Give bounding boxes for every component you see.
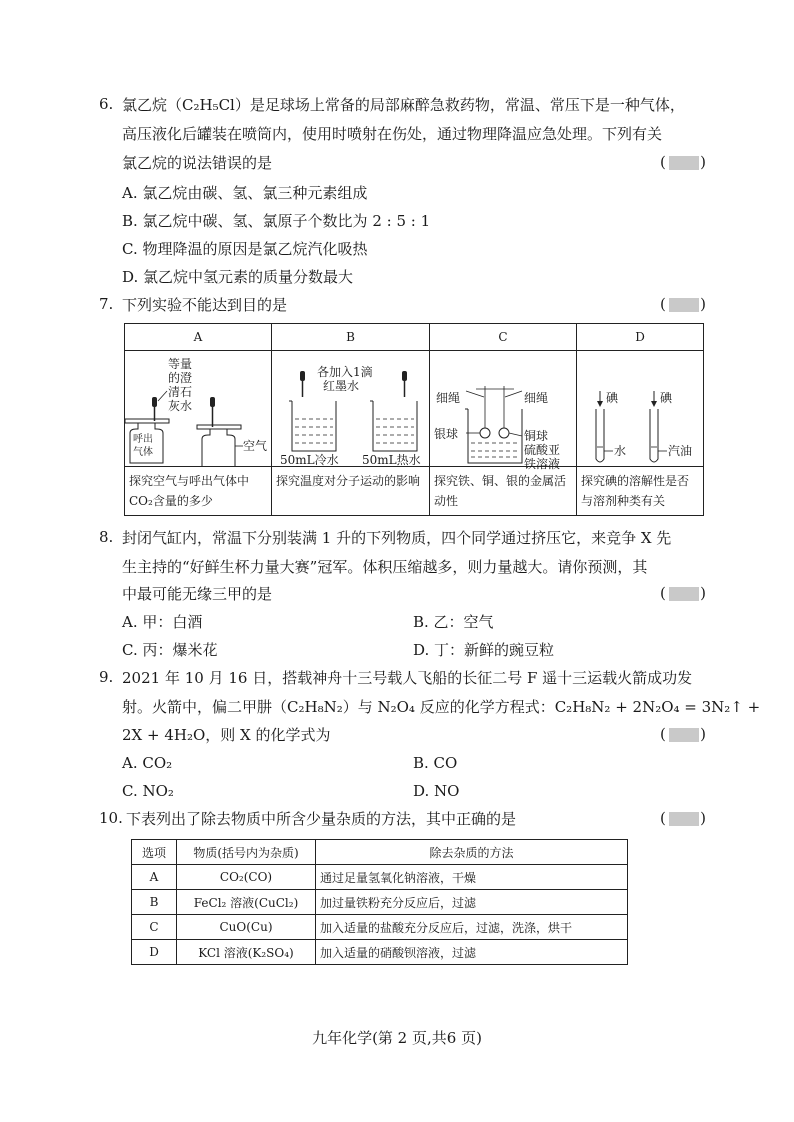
figure-c-label-5: 硫酸亚 xyxy=(524,443,561,457)
figure-c-label-3: 银球 xyxy=(434,427,459,441)
figure-a-label-1: 等量 xyxy=(168,357,193,371)
figure-b-label-1: 各加入1滴 xyxy=(317,365,373,379)
figure-d-label-2: 碘 xyxy=(660,391,673,405)
figure-a-label-5: 呼出 xyxy=(133,434,153,445)
figure-a-label-3: 清石 xyxy=(168,385,193,399)
table-row xyxy=(132,940,628,965)
answer-box xyxy=(669,298,699,312)
q9-option-c: C. NO₂ xyxy=(122,782,174,800)
q10-row-a-substance: CO₂(CO) xyxy=(177,865,316,890)
q10-row-c-substance: CuO(Cu) xyxy=(177,915,316,940)
q7-experiment-table xyxy=(124,323,704,516)
q8-stem-line1: 封闭气缸内，常温下分别装满 1 升的下列物质，四个同学通过挤压它，来竞争 X 先 xyxy=(122,529,672,547)
page-footer: 九年化学(第 2 页,共6 页) xyxy=(312,1029,482,1047)
q7-number: 7. xyxy=(99,295,114,313)
q7-figure-c xyxy=(430,351,577,471)
answer-box xyxy=(669,812,699,826)
q7-header-c: C xyxy=(430,324,577,351)
q7-purpose-d: 探究碘的溶解性是否与溶剂种类有关 xyxy=(577,467,704,516)
answer-box xyxy=(669,728,699,742)
figure-d-label-1: 碘 xyxy=(606,391,619,405)
q7-purpose-b: 探究温度对分子运动的影响 xyxy=(272,467,430,516)
q10-header-option: 选项 xyxy=(132,840,177,865)
figure-a-label-2: 的澄 xyxy=(168,371,193,385)
q10-row-d-substance: KCl 溶液(K₂SO₄) xyxy=(177,940,316,965)
q10-header-method: 除去杂质的方法 xyxy=(316,840,628,865)
figure-b-label-3: 50mL冷水 xyxy=(280,453,339,467)
q8-option-a: A. 甲：白酒 xyxy=(122,613,203,631)
left-paren: ( xyxy=(660,153,666,171)
q7-stem: 下列实验不能达到目的是 xyxy=(122,296,288,314)
q7-header-a: A xyxy=(125,324,272,351)
table-row xyxy=(132,890,628,915)
table-row xyxy=(132,915,628,940)
q10-stem: 下表列出了除去物质中所含少量杂质的方法，其中正确的是 xyxy=(126,810,517,828)
q10-row-c-option: C xyxy=(132,915,177,940)
q6-answer-blank[interactable] xyxy=(660,153,706,173)
right-paren: ) xyxy=(700,725,706,743)
q7-purpose-c: 探究铁、铜、银的金属活动性 xyxy=(430,467,577,516)
figure-b-label-2: 红墨水 xyxy=(323,379,360,393)
q8-stem-line3: 中最可能无缘三甲的是 xyxy=(122,585,273,603)
right-paren: ) xyxy=(700,295,706,313)
figure-d-label-4: 汽油 xyxy=(668,444,693,458)
q10-row-b-option: B xyxy=(132,890,177,915)
q9-stem-line2: 射。火箭中，偏二甲肼（C₂H₈N₂）与 N₂O₄ 反应的化学方程式：C₂H₈N₂ + 2N₂O₄ = 3N₂↑ + xyxy=(122,698,761,716)
q7-header-b: B xyxy=(272,324,430,351)
q8-answer-blank[interactable] xyxy=(660,584,706,604)
q7-purpose-a: 探究空气与呼出气体中CO₂含量的多少 xyxy=(125,467,272,516)
q9-option-b: B. CO xyxy=(413,754,458,772)
q6-option-d: D. 氯乙烷中氢元素的质量分数最大 xyxy=(122,268,354,286)
q6-option-b: B. 氯乙烷中碳、氢、氯原子个数比为 2 : 5 : 1 xyxy=(122,212,431,230)
q10-header-substance: 物质(括号内为杂质) xyxy=(177,840,316,865)
right-paren: ) xyxy=(700,584,706,602)
q9-stem-line1: 2021 年 10 月 16 日，搭载神舟十三号载人飞船的长征二号 F 遥十三运载火箭成功发 xyxy=(122,669,693,687)
q9-answer-blank[interactable] xyxy=(660,725,706,745)
q10-method-table xyxy=(131,839,628,965)
q10-number: 10. xyxy=(99,809,123,827)
answer-box xyxy=(669,156,699,170)
q8-option-d: D. 丁：新鲜的豌豆粒 xyxy=(413,641,555,659)
q6-option-a: A. 氯乙烷由碳、氢、氯三种元素组成 xyxy=(122,184,368,202)
q10-row-d-method: 加入适量的硝酸钡溶液，过滤 xyxy=(316,940,628,965)
q9-option-a: A. CO₂ xyxy=(122,754,173,772)
q10-row-a-method: 通过足量氢氧化钠溶液，干燥 xyxy=(316,865,628,890)
q7-answer-blank[interactable] xyxy=(660,295,706,315)
q8-stem-line2: 生主持的“好鲜生杯力量大赛”冠军。体积压缩越多，则力量越大。请你预测，其 xyxy=(122,558,648,576)
q6-stem-line1: 氯乙烷（C₂H₅Cl）是足球场上常备的局部麻醉急救药物，常温、常压下是一种气体， xyxy=(122,96,685,114)
q10-row-b-substance: FeCl₂ 溶液(CuCl₂) xyxy=(177,890,316,915)
figure-b-label-4: 50mL热水 xyxy=(362,453,421,467)
q7-figure-d xyxy=(577,351,704,467)
left-paren: ( xyxy=(660,809,666,827)
figure-d-label-3: 水 xyxy=(614,444,627,458)
right-paren: ) xyxy=(700,809,706,827)
q10-answer-blank[interactable] xyxy=(660,809,706,829)
figure-a-label-6: 气体 xyxy=(133,447,153,458)
table-row xyxy=(132,865,628,890)
figure-a-label-4: 灰水 xyxy=(168,399,193,413)
q9-option-d: D. NO xyxy=(413,782,460,800)
q10-row-d-option: D xyxy=(132,940,177,965)
left-paren: ( xyxy=(660,584,666,602)
figure-c-label-2: 细绳 xyxy=(524,391,549,405)
q6-stem-line3: 氯乙烷的说法错误的是 xyxy=(122,154,273,172)
q8-option-b: B. 乙：空气 xyxy=(413,613,494,631)
q9-stem-line3: 2X + 4H₂O，则 X 的化学式为 xyxy=(122,726,331,744)
q7-figure-b xyxy=(272,351,430,467)
q10-row-a-option: A xyxy=(132,865,177,890)
figure-c-label-4: 铜球 xyxy=(524,429,549,443)
left-paren: ( xyxy=(660,295,666,313)
q8-option-c: C. 丙：爆米花 xyxy=(122,641,218,659)
answer-box xyxy=(669,587,699,601)
q6-option-c: C. 物理降温的原因是氯乙烷汽化吸热 xyxy=(122,240,368,258)
q7-header-d: D xyxy=(577,324,704,351)
right-paren: ) xyxy=(700,153,706,171)
q7-figure-a xyxy=(125,351,272,467)
left-paren: ( xyxy=(660,725,666,743)
q8-number: 8. xyxy=(99,528,114,546)
q6-stem-line2: 高压液化后罐装在喷筒内，使用时喷射在伤处，通过物理降温应急处理。下列有关 xyxy=(122,125,663,143)
q10-row-c-method: 加入适量的盐酸充分反应后，过滤，洗涤，烘干 xyxy=(316,915,628,940)
figure-c-label-6: 铁溶液 xyxy=(524,457,561,471)
figure-a-label-7: 空气 xyxy=(243,439,268,453)
q9-number: 9. xyxy=(99,668,114,686)
figure-c-label-1: 细绳 xyxy=(436,391,461,405)
q6-number: 6. xyxy=(99,95,114,113)
q10-row-b-method: 加过量铁粉充分反应后，过滤 xyxy=(316,890,628,915)
